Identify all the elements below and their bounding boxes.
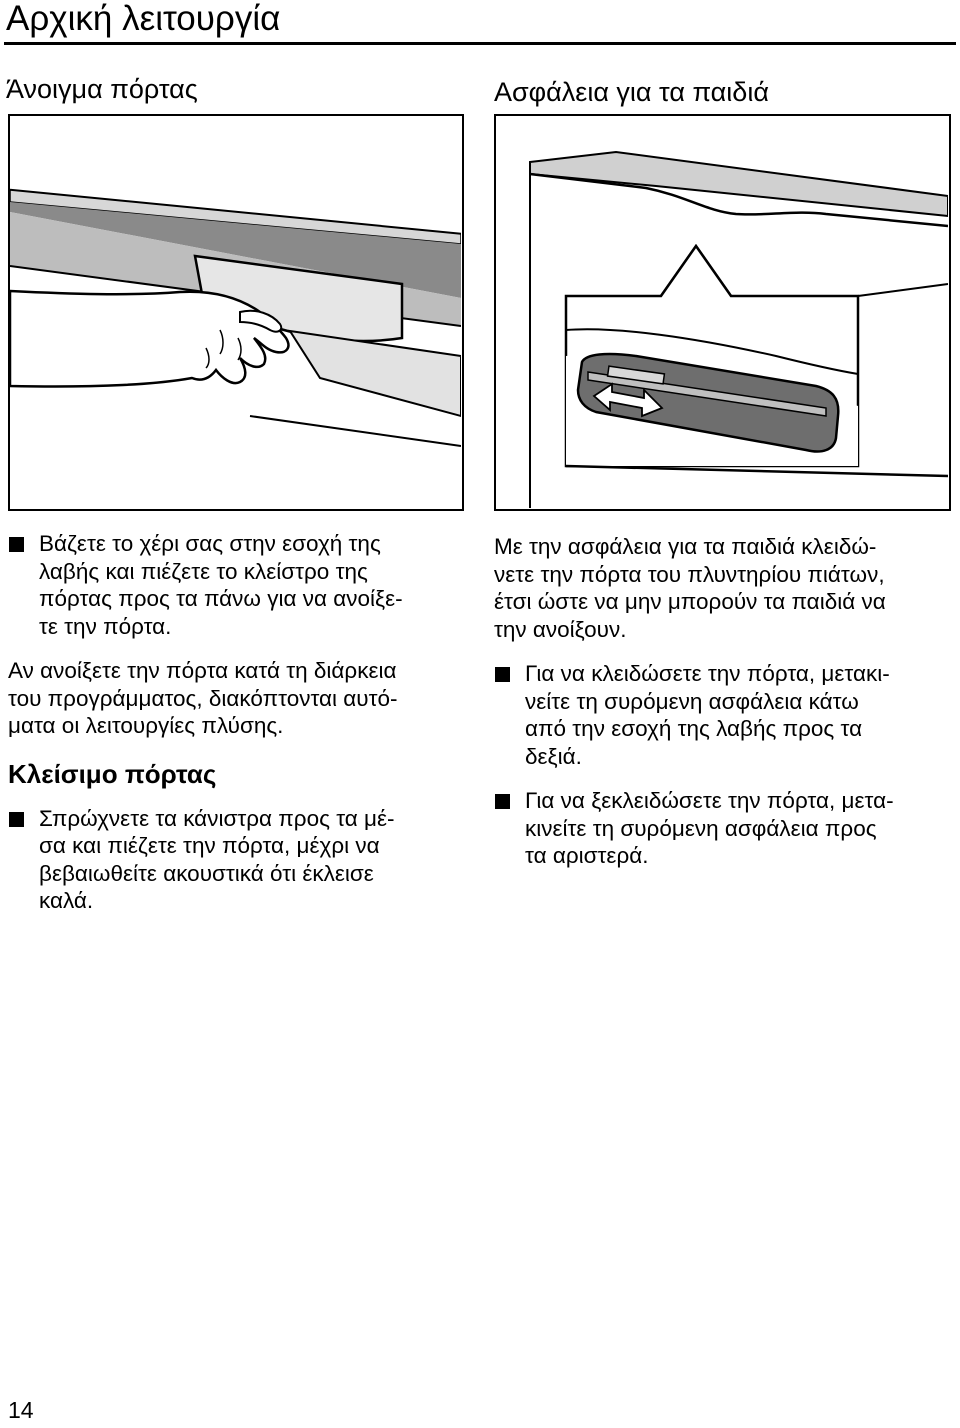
line: Βάζετε το χέρι σας στην εσοχή της [39,531,381,556]
child-safety-description [494,533,954,643]
line: νετε την πόρτα του πλυντηρίου πιάτων, [494,561,885,587]
line: Για να ξεκλειδώσετε την πόρτα, μετα- [525,788,894,813]
line: Αν ανοίξετε την πόρτα κατά τη διάρκεια [8,658,397,683]
line: δεξιά. [525,743,582,769]
bullet-square [9,537,24,552]
bullet-square [9,812,24,827]
instruction-close-door [8,805,468,915]
line: καλά. [39,888,94,913]
line: κινείτε τη συρόμενη ασφάλεια προς [525,815,877,841]
line: νείτε τη συρόμενη ασφάλεια κάτω [525,688,859,714]
title-rule [4,42,956,45]
line: σα και πιέζετε την πόρτα, μέχρι να [39,833,380,858]
instruction-unlock-door [494,787,954,870]
line: πόρτας προς τα πάνω για να ανοίξε- [39,586,403,611]
line: ματα οι λειτουργίες πλύσης. [8,713,284,738]
left-column [8,530,468,915]
line: λαβής και πιέζετε το κλείστρο της [39,558,368,584]
line: Σπρώχνετε τα κάνιστρα προς τα μέ- [39,805,395,831]
door-opening-illustration [8,114,464,511]
line: την ανοίξουν. [494,616,627,642]
line: Με την ασφάλεια για τα παιδιά κλειδώ- [494,534,877,559]
page-title: Αρχική λειτουργία [6,0,281,38]
bullet-square [495,667,510,682]
page-number: 14 [8,1397,34,1423]
instruction-open-door [8,530,468,640]
line: από την εσοχή της λαβής προς τα [525,716,863,741]
note-program-interrupt [8,657,468,740]
heading-child-safety: Ασφάλεια για τα παιδιά [494,77,769,107]
instruction-lock-door [494,660,954,770]
line: έτσι ώστε να μην μπορούν τα παιδιά να [494,589,886,614]
line: Για να κλειδώσετε την πόρτα, μετακι- [525,661,890,686]
heading-door-closing: Κλείσιμο πόρτας [8,758,217,789]
line: τα αριστερά. [525,843,649,868]
heading-door-opening: Άνοιγμα πόρτας [6,74,198,104]
line: του προγράμματος, διακόπτονται αυτό- [8,685,398,711]
line: τε την πόρτα. [39,613,172,639]
child-safety-illustration [494,114,951,511]
bullet-square [495,794,510,809]
line: βεβαιωθείτε ακουστικά ότι έκλεισε [39,860,374,886]
right-column [494,533,954,870]
